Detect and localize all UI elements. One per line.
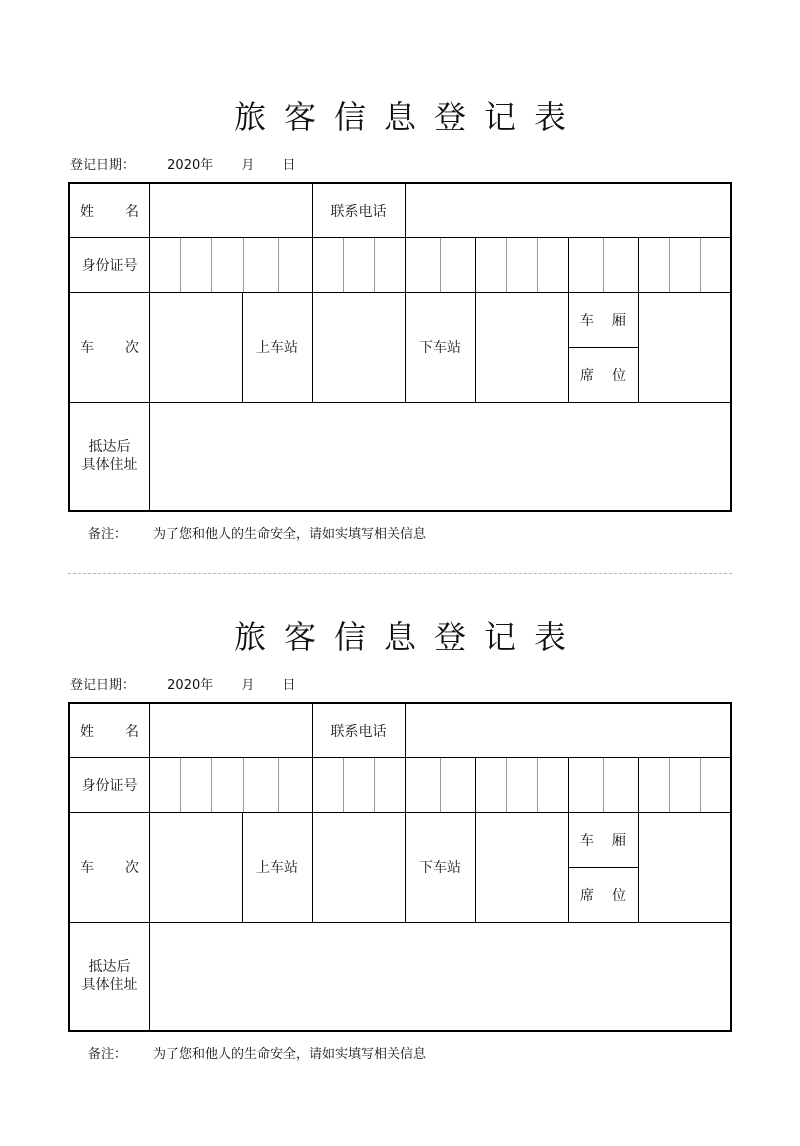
boarding-station-label: 上车站: [256, 860, 298, 876]
id-number-field[interactable]: [150, 238, 730, 292]
alighting-station-label: 下车站: [419, 860, 461, 876]
note-label: 备注：: [88, 527, 128, 542]
form-title: 旅客信息登记表: [233, 98, 584, 136]
train-number-label: 车 次: [80, 860, 139, 876]
id-number-field[interactable]: [150, 758, 730, 812]
note-text: 为了您和他人的生命安全，请如实填写相关信息: [153, 1047, 427, 1062]
address-field[interactable]: [150, 403, 730, 510]
car-seat-field[interactable]: [639, 292, 730, 402]
alighting-station-field[interactable]: [476, 812, 568, 922]
date-day: 日: [282, 678, 296, 693]
note-label: 备注：: [88, 1047, 128, 1062]
date-year: 2020年: [167, 678, 214, 693]
registration-table: [68, 182, 732, 512]
registration-date: [70, 154, 296, 173]
address-label: 抵达后 具体住址: [81, 959, 138, 993]
boarding-station-label: 上车站: [256, 340, 298, 356]
boarding-station-field[interactable]: [313, 812, 405, 922]
date-label: 登记日期：: [70, 678, 136, 693]
seat-label: 席 位: [580, 367, 626, 384]
train-number-field[interactable]: [150, 292, 242, 402]
phone-label: 联系电话: [330, 724, 387, 740]
date-month: 月: [241, 678, 255, 693]
address-field[interactable]: [150, 923, 730, 1030]
car-seat-field[interactable]: [639, 812, 730, 922]
boarding-station-field[interactable]: [313, 292, 405, 402]
train-number-field[interactable]: [150, 812, 242, 922]
date-year: 2020年: [167, 158, 214, 173]
id-label: 身份证号: [81, 778, 138, 794]
car-label: 车 厢: [580, 832, 626, 849]
name-label: 姓 名: [80, 724, 139, 740]
note: [88, 1043, 426, 1062]
date-label: 登记日期：: [70, 158, 136, 173]
seat-label: 席 位: [580, 887, 626, 904]
address-label: 抵达后 具体住址: [81, 439, 138, 473]
car-label: 车 厢: [580, 312, 626, 329]
phone-field[interactable]: [406, 704, 730, 758]
phone-field[interactable]: [406, 184, 730, 238]
note-text: 为了您和他人的生命安全，请如实填写相关信息: [153, 527, 427, 542]
phone-label: 联系电话: [330, 204, 387, 220]
id-label: 身份证号: [81, 258, 138, 274]
alighting-station-field[interactable]: [476, 292, 568, 402]
train-number-label: 车 次: [80, 340, 139, 356]
name-field[interactable]: [150, 704, 312, 758]
form-title: 旅客信息登记表: [233, 618, 584, 656]
note: [88, 523, 426, 542]
name-label: 姓 名: [80, 204, 139, 220]
date-day: 日: [282, 158, 296, 173]
cut-line-divider: [68, 573, 732, 574]
alighting-station-label: 下车站: [419, 340, 461, 356]
registration-date: [70, 674, 296, 693]
date-month: 月: [241, 158, 255, 173]
name-field[interactable]: [150, 184, 312, 238]
registration-table: [68, 702, 732, 1032]
